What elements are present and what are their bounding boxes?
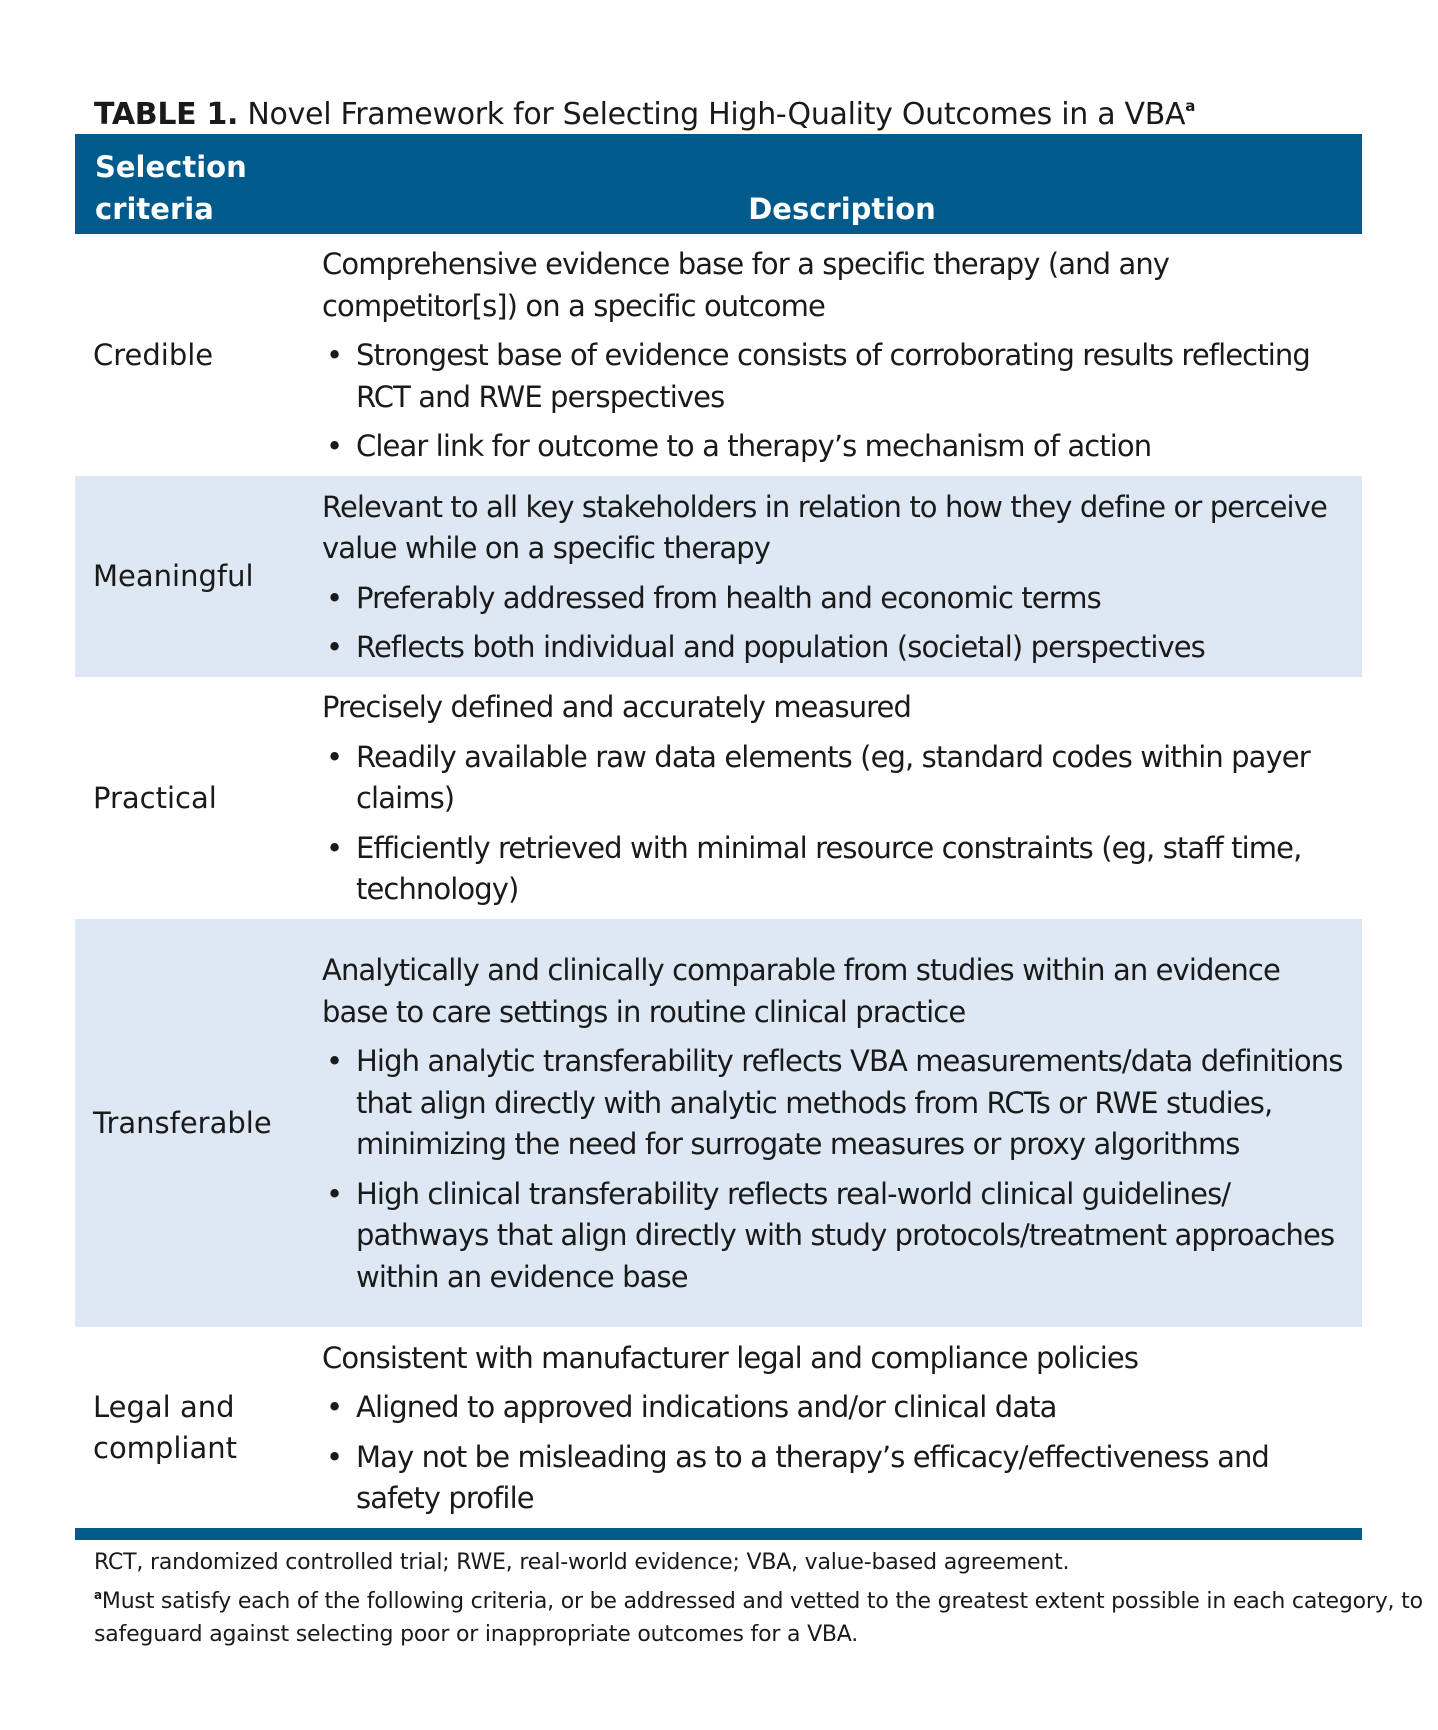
description-lead: Precisely defined and accurately measured (322, 690, 912, 725)
title-footnote-marker: a (1185, 97, 1196, 115)
table-row-legal-compliant (75, 1327, 1362, 1528)
description-lead: Comprehensive evidence base for a specific therapy (and any competitor[s]) on a specific outcome (322, 247, 1170, 323)
bullet-item: • Clear link for outcome to a therapy’s mechanism of action (322, 426, 1350, 468)
bullet-item: • High analytic transferability reflects VBA measurements/data definitions that align directly with analytic methods from RCTs or RWE studies, minimizing the need for surrogate measures or proxy algorithms (322, 1041, 1350, 1166)
header-description: Description (748, 192, 936, 226)
bullet-item: • Strongest base of evidence consists of corroborating results reflecting RCT and RWE perspectives (322, 335, 1350, 418)
table-row-meaningful (75, 476, 1362, 677)
abbreviations-note: RCT, randomized controlled trial; RWE, real-world evidence; VBA, value-based agreement. (94, 1550, 1070, 1575)
table-row-practical (75, 677, 1362, 919)
footnote-marker: a (94, 1588, 102, 1602)
table-footnotes (94, 1546, 1438, 1651)
table-row-credible (75, 234, 1362, 476)
bullet-item: • Aligned to approved indications and/or clinical data (322, 1387, 1350, 1429)
bullet-item: • Preferably addressed from health and economic terms (322, 578, 1350, 620)
bullet-item: • Readily available raw data elements (eg, standard codes within payer claims) (322, 737, 1350, 820)
description-lead: Relevant to all key stakeholders in relation to how they define or perceive value while on a specific therapy (322, 489, 1327, 565)
framework-table (75, 134, 1362, 1540)
table-header (75, 134, 1362, 234)
bullet-item: • Efficiently retrieved with minimal resource constraints (eg, staff time, technology) (322, 828, 1350, 911)
description-cell (322, 477, 1362, 677)
table-label: TABLE 1. (94, 97, 239, 132)
bullet-item: • High clinical transferability reflects real-world clinical guidelines/ pathways that align directly with study protocols/treatment approaches within an evidence base (322, 1174, 1350, 1299)
bullet-list (322, 737, 1350, 911)
criteria-cell: Transferable (93, 1105, 272, 1140)
footnote-a (94, 1579, 1438, 1651)
table-title (94, 86, 1195, 135)
table-row-transferable (75, 919, 1362, 1327)
criteria-cell: Meaningful (93, 559, 254, 593)
bullet-list (322, 1387, 1350, 1520)
criteria-cell: Legal and compliant (93, 1389, 237, 1465)
description-cell (322, 677, 1362, 919)
table-title-text: Novel Framework for Selecting High-Quality Outcomes in a VBA (247, 97, 1186, 132)
header-selection-criteria: Selection criteria (95, 150, 247, 226)
footnote-text: Must satisfy each of the following criteria, or be addressed and vetted to the greatest extent possible in each category, to safeguard against selecting poor or inappropriate outcomes for a VBA. (94, 1589, 1423, 1647)
table-bottom-rule (75, 1528, 1362, 1540)
description-lead: Analytically and clinically comparable from studies within an evidence base to care settings in routine clinical practice (322, 953, 1280, 1029)
description-cell (322, 1328, 1362, 1528)
bullet-list (322, 1041, 1350, 1298)
description-lead: Consistent with manufacturer legal and compliance policies (322, 1340, 1139, 1375)
description-cell (322, 940, 1362, 1306)
criteria-cell: Credible (93, 337, 214, 372)
criteria-cell: Practical (93, 780, 217, 815)
bullet-list (322, 578, 1350, 669)
bullet-item: • Reflects both individual and population (societal) perspectives (322, 627, 1350, 669)
description-cell (322, 234, 1362, 476)
bullet-list (322, 335, 1350, 468)
bullet-item: • May not be misleading as to a therapy’s efficacy/effectiveness and safety profile (322, 1437, 1350, 1520)
